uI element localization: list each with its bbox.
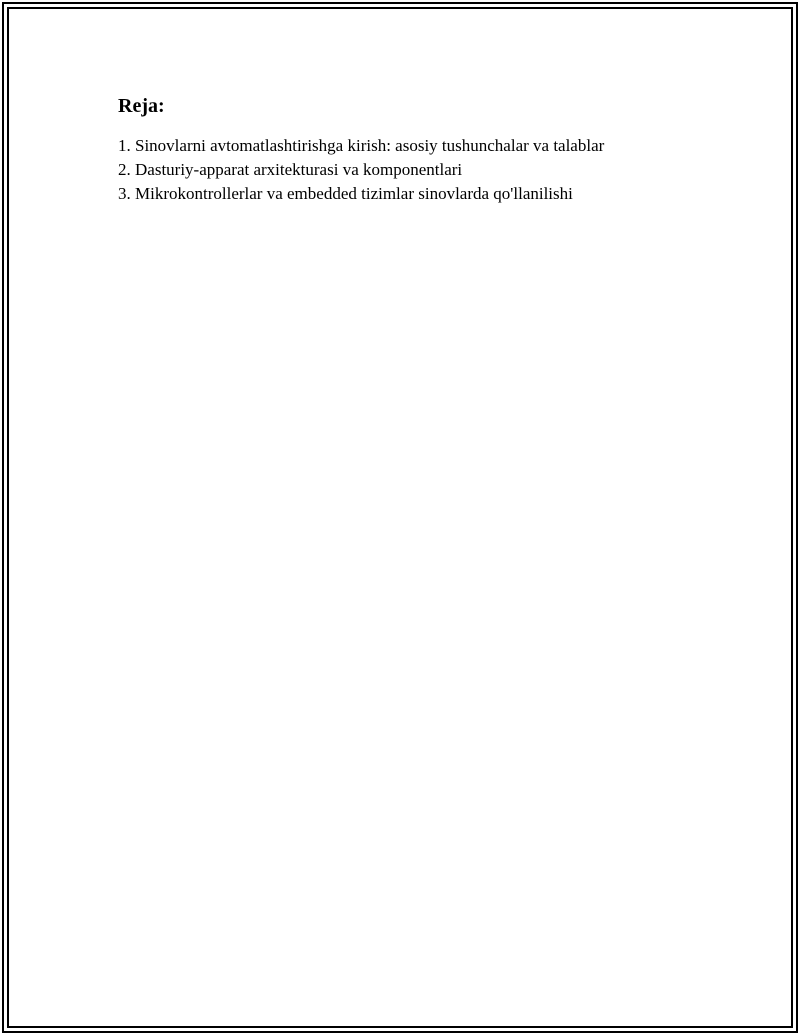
- document-content: [118, 92, 738, 206]
- plan-item-3: 3. Mikrokontrollerlar va embedded tizimlar sinovlarda qo'llanilishi: [118, 184, 573, 203]
- plan-heading: Reja:: [118, 95, 165, 117]
- plan-item-2: 2. Dasturiy-apparat arxitekturasi va komponentlari: [118, 160, 463, 179]
- plan-list: [118, 134, 738, 206]
- plan-item-1: 1. Sinovlarni avtomatlashtirishga kirish: asosiy tushunchalar va talablar: [118, 136, 605, 155]
